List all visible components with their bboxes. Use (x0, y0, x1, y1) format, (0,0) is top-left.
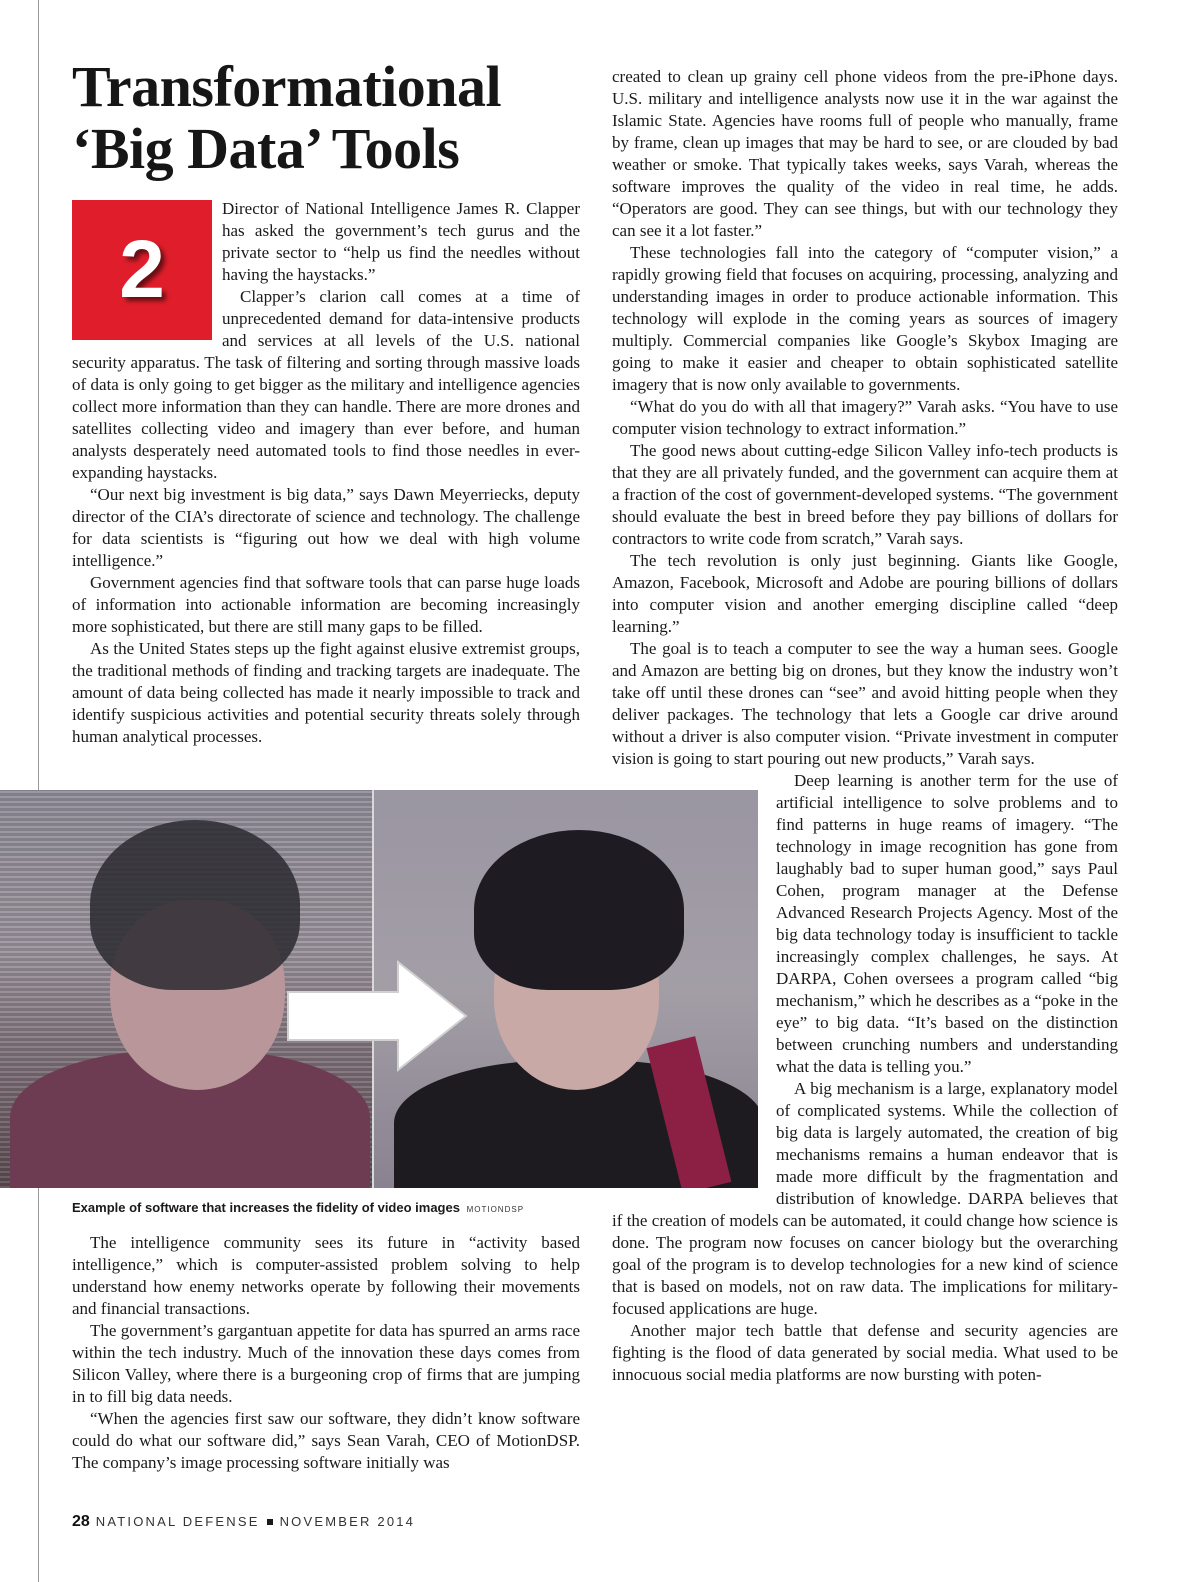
paragraph: These technologies fall into the category of “computer vision,” a rapidly growing field that focuses on acquiring, processing, analyzing and understanding images in order to produce actionable information. This technology will explode in the coming years as sources of imagery multiply. Commercial companies like Google’s Skybox Imaging are going to make it easier and cheaper to obtain sophisticated satellite imagery that is now only available to governments. (612, 243, 1118, 394)
article-title-line-1: Transformational (72, 54, 502, 119)
paragraph: As the United States steps up the fight against elusive extremist groups, the traditional methods of finding and tracking targets are inadequate. The amount of data being collected has made it nearly impossible to track and identify suspicious activities and potential security threats solely through human analytical processes. (72, 639, 580, 746)
left-column-top (72, 198, 580, 748)
paragraph: “Our next big investment is big data,” says Dawn Meyerriecks, deputy director of the CIA’s directorate of science and technology. The challenge for data scientists is “figuring out how we deal with high volume intelligence.” (72, 485, 580, 570)
paragraph: Deep learning is another term for the use of artificial intelligence to solve problems and to find patterns in huge reams of imagery. “The technology in image recognition has gone from laughably bad to super human good,” says Paul Cohen, program manager at the Defense Advanced Research Projects Agency. Most of the big data technology today is insufficient to tackle increasingly complex challenges, he says. At DARPA, Cohen oversees a program called “big mechanism,” which he describes as a “poke in the eye” to big data. “It’s based on the distinction between crunching numbers and understanding what the data is telling you.” (776, 771, 1118, 1076)
paragraph: created to clean up grainy cell phone videos from the pre-iPhone days. U.S. military and intelligence analysts now use it in the war against the Islamic State. Agencies have rooms full of people who manually, frame by frame, clean up images that may be hard to see, or are clouded by bad weather or smoke. That typically takes weeks, says Varah, whereas the software improves the quality of the video in real time, he adds. “Operators are good. They can see things, but with our technology they can see it a lot faster.” (612, 67, 1118, 240)
paragraph: The government’s gargantuan appetite for data has spurred an arms race within the tech industry. Much of the innovation these days comes from Silicon Valley, where there is a burgeoning crop of firms that are jumping in to fill big data needs. (72, 1321, 580, 1406)
paragraph: Government agencies find that software tools that can parse huge loads of information into actionable information are becoming increasingly more sophisticated, but there are still many gaps to be filled. (72, 573, 580, 636)
paragraph: The good news about cutting-edge Silicon Valley info-tech products is that they are all privately funded, and the government can acquire them at a fraction of the cost of government-developed systems. “The government should evaluate the best in breed before they pay billions of dollars for contractors to write code from scratch,” Varah says. (612, 441, 1118, 548)
publication-name: NATIONAL DEFENSE (95, 1514, 260, 1529)
paragraph: The goal is to teach a computer to see the way a human sees. Google and Amazon are betting big on drones, but they know the industry won’t take off until these drones can “see” and avoid hitting people when they deliver packages. The technology that lets a Google car drive around without a driver is also computer vision. “Private investment in computer vision is going to start pouring out new products,” Varah says. (612, 639, 1118, 768)
arrow-right-icon (286, 960, 468, 1072)
paragraph: The tech revolution is only just beginning. Giants like Google, Amazon, Facebook, Microsoft and Adobe are pouring billions of dollars into computer vision and another emerging discipline called “deep learning.” (612, 551, 1118, 636)
paragraph: A big mechanism is a large, explanatory model of complicated systems. While the collection of big data is largely automated, the creation of big mechanisms remains a human endeavor that is made more difficult by the fragmentation and distribution of knowledge. DARPA believes that if the creation of models can be automated, it could change how science is done. The program now focuses on cancer biology but the overarching goal of the program is to develop technologies for a new kind of science that is based on models, not on raw data. The implications for military-focused applications are huge. (612, 1079, 1118, 1318)
paragraph: Another major tech battle that defense and security agencies are fighting is the flood of data generated by social media. What used to be innocuous social media platforms are now bursting with poten- (612, 1321, 1118, 1384)
page-footer (72, 1513, 415, 1531)
left-column-bottom (72, 1232, 580, 1474)
photo-caption-text: Example of software that increases the fidelity of video images (72, 1200, 460, 1215)
paragraph: Clapper’s clarion call comes at a time of unprecedented demand for data-intensive products and services at all levels of the U.S. national security apparatus. The task of filtering and sorting through massive loads of data is only going to get bigger as the military and intelligence agencies collect more information than they can handle. There are more drones and satellites collecting video and imagery than ever before, and human analysts desperately need automated tools to find those needles in ever-expanding haystacks. (72, 287, 580, 482)
right-column (612, 66, 1118, 1386)
photo-credit: MOTIONDSP (466, 1205, 525, 1214)
issue-date: NOVEMBER 2014 (279, 1514, 416, 1529)
page-number: 28 (72, 1513, 90, 1530)
paragraph: Director of National Intelligence James R. Clapper has asked the government’s tech gurus and the private sector to “help us find the needles without having the haystacks.” (222, 199, 580, 284)
article-title-line-2: ‘Big Data’ Tools (72, 116, 460, 181)
paragraph: The intelligence community sees its future in “activity based intelligence,” which is computer-assisted problem solving to help understand how enemy networks operate by following their movements and financial transactions. (72, 1233, 580, 1318)
section-number: 2 (119, 224, 165, 315)
separator-square-icon (267, 1519, 273, 1525)
article-title (72, 56, 501, 180)
paragraph: “What do you do with all that imagery?” Varah asks. “You have to use computer vision technology to extract information.” (612, 397, 1118, 438)
paragraph: “When the agencies first saw our software, they didn’t know software could do what our software did,” says Sean Varah, CEO of MotionDSP. The company’s image processing software initially was (72, 1409, 580, 1472)
photo-caption (72, 1200, 524, 1215)
